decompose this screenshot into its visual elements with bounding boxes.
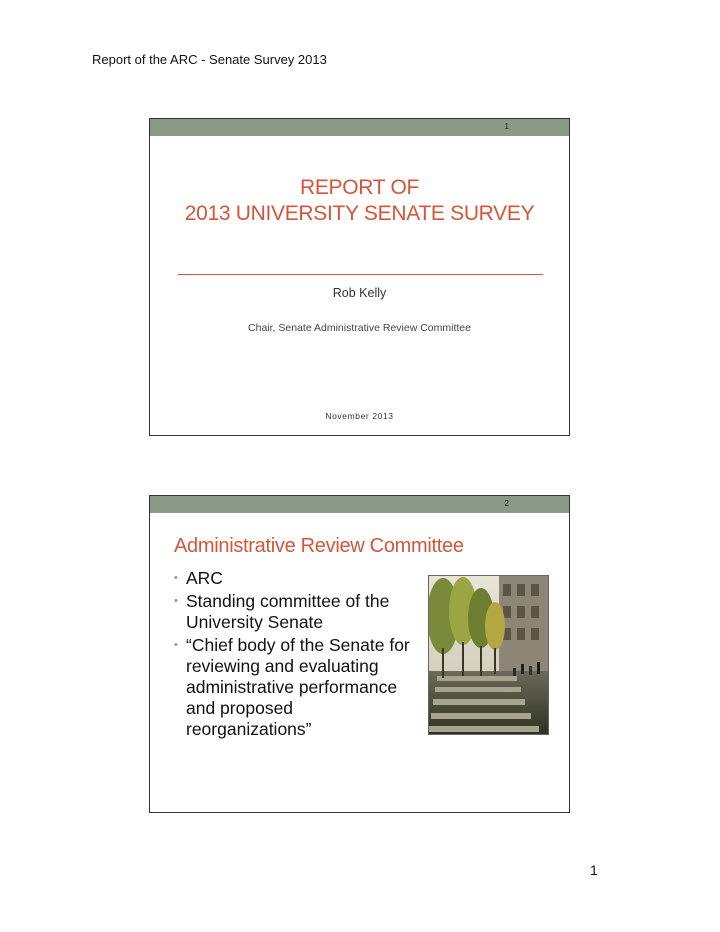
title-line-2: 2013 UNIVERSITY SENATE SURVEY [184, 202, 535, 225]
slide-title: Administrative Review Committee [174, 535, 464, 557]
page-number: 1 [590, 862, 598, 878]
slide-number: 2 [504, 499, 509, 508]
slide-header-bar [150, 119, 569, 136]
bullet-text: Standing committee of the University Senate [186, 591, 390, 632]
list-item [174, 568, 419, 589]
author-role: Chair, Senate Administrative Review Committee [248, 322, 471, 334]
title-line-1: REPORT OF [299, 176, 420, 199]
list-item [174, 635, 419, 740]
campus-photo [428, 575, 549, 735]
bullet-icon: • [174, 572, 178, 584]
title-divider [178, 274, 543, 275]
slide-header-bar [150, 496, 569, 513]
page-header: Report of the ARC - Senate Survey 2013 [92, 52, 327, 67]
bullet-icon: • [174, 595, 178, 607]
slide-1 [149, 118, 570, 436]
slide-date: November 2013 [325, 411, 394, 421]
bullet-text: ARC [186, 568, 223, 588]
author-name: Rob Kelly [332, 286, 387, 300]
bullet-text: “Chief body of the Senate for reviewing and evaluating administrative performance and proposed reorganizations” [186, 635, 410, 739]
slide-title [150, 175, 569, 227]
slide-2 [149, 495, 570, 813]
list-item [174, 591, 419, 633]
bullet-icon: • [174, 639, 178, 651]
bullet-list [174, 568, 419, 742]
slide-number: 1 [504, 122, 509, 131]
